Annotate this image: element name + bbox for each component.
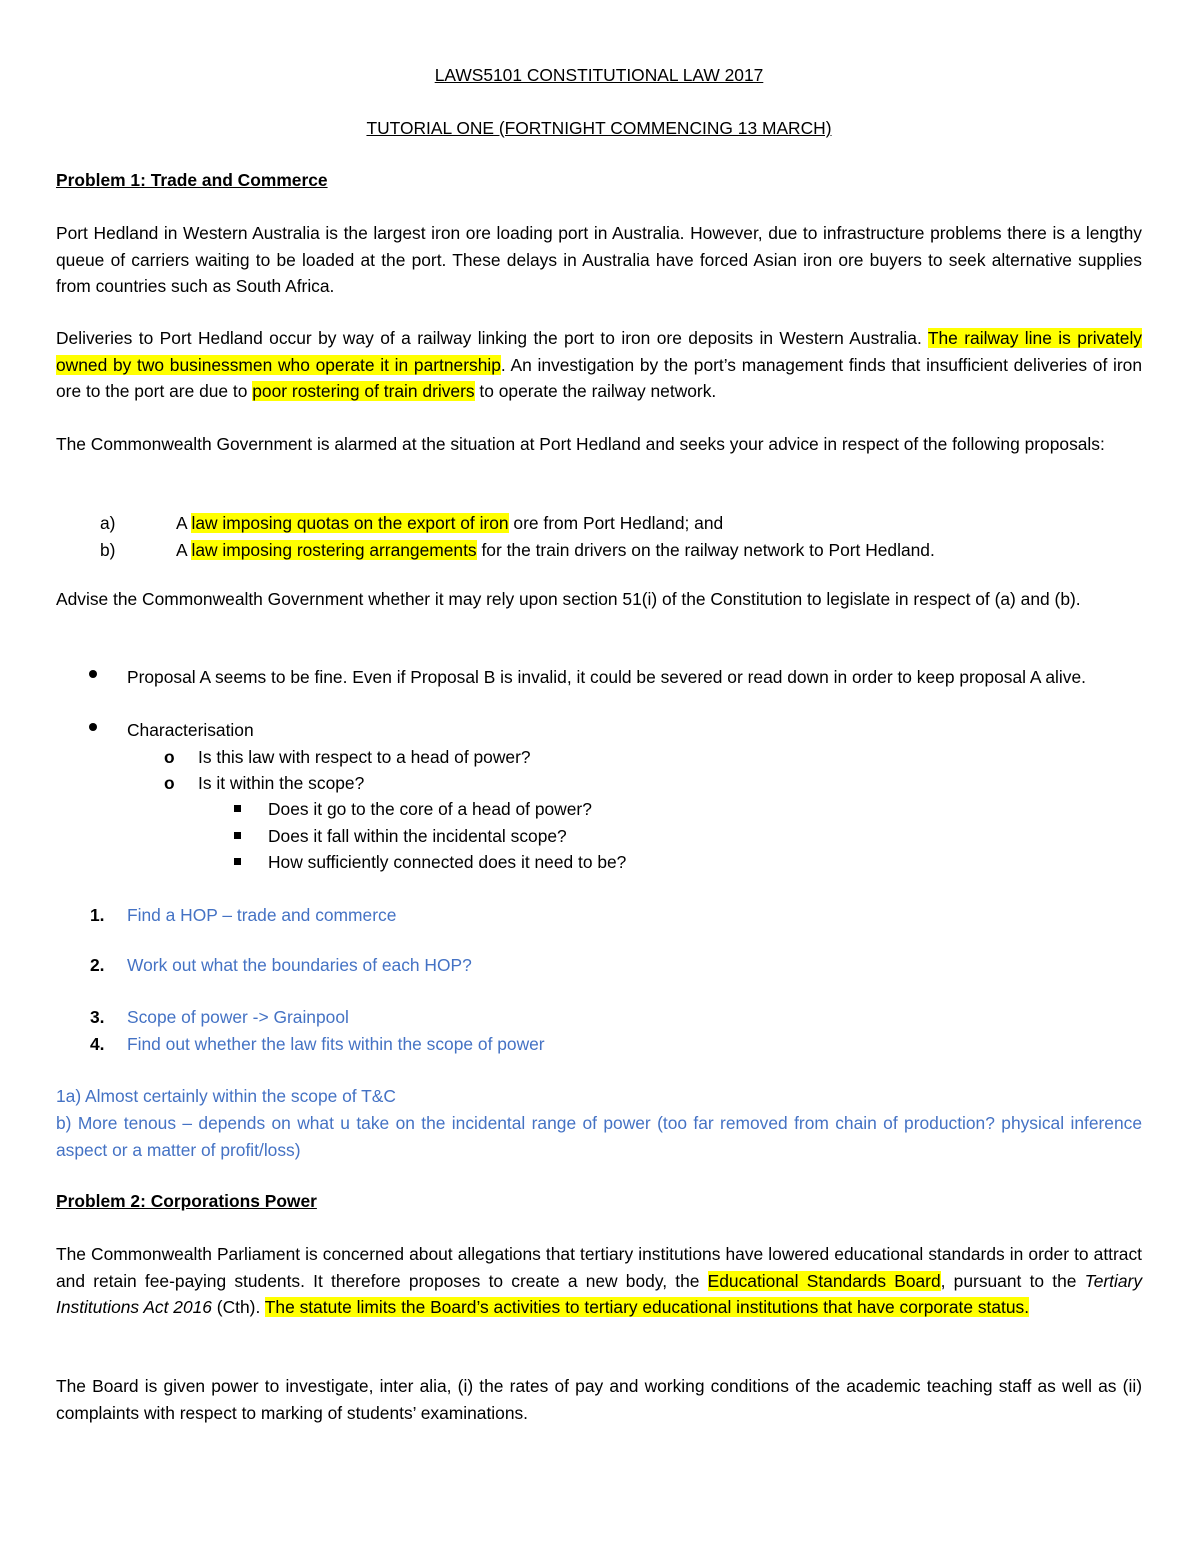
course-title: LAWS5101 CONSTITUTIONAL LAW 2017 — [434, 65, 764, 85]
act-title: Tertiary Institutions Act 2016 — [56, 1270, 1143, 1317]
highlight-rostering: poor rostering of train drivers — [252, 381, 475, 401]
step-number: 4. — [90, 1034, 105, 1054]
problem2-paragraph-1: The Commonwealth Parliament is concerned about allegations that tertiary institutions have lowered educational standards in order to attract and retain fee-paying students. It therefore proposes to create a new body, the Educational Standards Board, pursuant to the Tertiary Institutions Act 2016 (Cth). The statute limits the Board’s activities to tertiary educational institutions that have corporate status. — [56, 1244, 1143, 1317]
problem2-paragraph-2: The Board is given power to investigate, inter alia, (i) the rates of pay and working conditions of the academic teaching staff as well as (ii) complaints with respect to marking of students’ examinations. — [56, 1376, 1142, 1423]
course-code: LAWS5101 — [434, 65, 523, 85]
list-marker: b) — [100, 540, 116, 560]
answer-1b: b) More tenous – depends on what u take on the incidental range of power (too far removed from chain of production? physical inference aspect or a matter of profit/loss) — [56, 1113, 1142, 1160]
highlight-railway-ownership: The railway line is privately owned by two businessmen who operate it in partnership — [56, 328, 1143, 375]
sub-bullet-marker: o — [164, 747, 175, 767]
answer-1a: 1a) Almost certainly within the scope of T&C — [56, 1086, 396, 1106]
square-bullet-icon — [234, 858, 241, 865]
step-1: Find a HOP – trade and commerce — [127, 905, 397, 925]
problem1-paragraph-2: Deliveries to Port Hedland occur by way of a railway linking the port to iron ore deposits in Western Australia. The railway line is privately owned by two businessmen who operate it in partnership. An investigation by the port’s management finds that insufficient deliveries of iron ore to the port are due to poor rostering of train drivers to operate the railway network. — [56, 328, 1143, 401]
highlight-rostering-law: law imposing rostering arrangements — [191, 540, 477, 560]
step-number: 3. — [90, 1007, 105, 1027]
list-marker: a) — [100, 513, 116, 533]
advise-paragraph: Advise the Commonwealth Government whether it may rely upon section 51(i) of the Constitution to legislate in respect of (a) and (b). — [56, 589, 1081, 609]
problem1-paragraph-1: Port Hedland in Western Australia is the largest iron ore loading port in Australia. However, due to infrastructure problems there is a lengthy queue of carriers waiting to be loaded at the port. These delays in Australia have forced Asian iron ore buyers to seek alternative supplies from countries such as South Africa. — [56, 223, 1142, 296]
bullet-icon — [89, 723, 97, 731]
problem1-heading: Problem 1: Trade and Commerce — [56, 170, 328, 190]
tutorial-title: TUTORIAL ONE (FORTNIGHT COMMENCING 13 MARCH) — [366, 118, 832, 138]
bullet-icon — [89, 670, 97, 678]
sub-bullet-marker: o — [164, 773, 175, 793]
note-subsub-3: How sufficiently connected does it need to be? — [268, 852, 627, 872]
note-subsub-1: Does it go to the core of a head of power? — [268, 799, 592, 819]
square-bullet-icon — [234, 805, 241, 812]
highlight-quota-law: law imposing quotas on the export of iron — [191, 513, 509, 533]
highlight-corporate-status: The statute limits the Board’s activities to tertiary educational institutions that have corporate status. — [264, 1297, 1030, 1317]
note-sub-2: Is it within the scope? — [198, 773, 365, 793]
note-bullet-1: Proposal A seems to be fine. Even if Proposal B is invalid, it could be severed or read down in order to keep proposal A alive. — [127, 667, 1086, 687]
note-sub-1: Is this law with respect to a head of power? — [198, 747, 531, 767]
step-3: Scope of power -> Grainpool — [127, 1007, 349, 1027]
note-subsub-2: Does it fall within the incidental scope? — [268, 826, 567, 846]
square-bullet-icon — [234, 832, 241, 839]
highlight-board: Educational Standards Board — [707, 1270, 941, 1291]
step-number: 2. — [90, 955, 105, 975]
step-number: 1. — [90, 905, 105, 925]
problem1-paragraph-3: The Commonwealth Government is alarmed at the situation at Port Hedland and seeks your advice in respect of the following proposals: — [56, 434, 1105, 454]
problem2-heading: Problem 2: Corporations Power — [56, 1191, 317, 1211]
step-4: Find out whether the law fits within the scope of power — [127, 1034, 545, 1054]
note-bullet-2: Characterisation — [127, 720, 254, 740]
step-2: Work out what the boundaries of each HOP? — [127, 955, 472, 975]
